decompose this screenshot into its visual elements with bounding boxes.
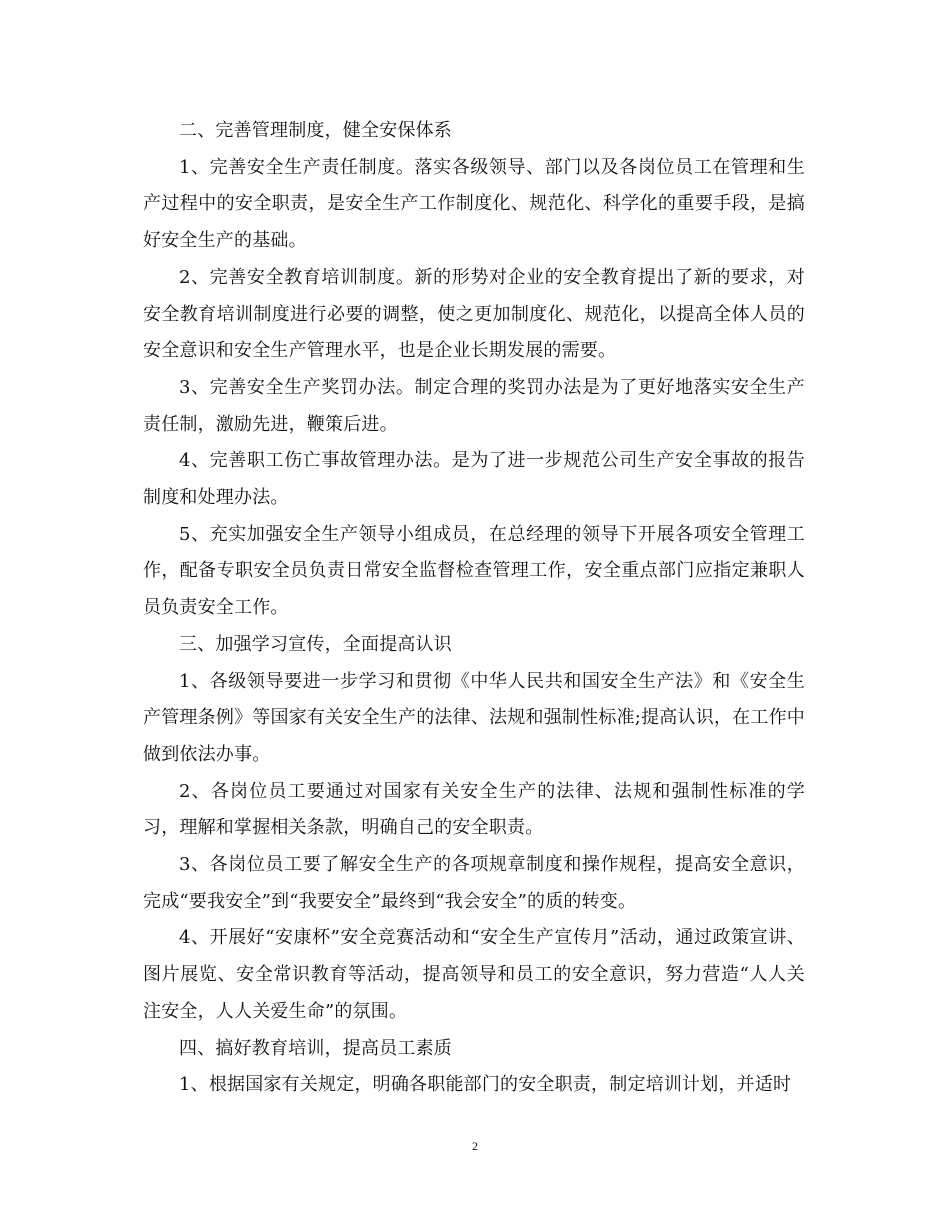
section-heading-four: 四、搞好教育培训，提高员工素质 [179, 1037, 452, 1059]
paragraph-training-system: 2、完善安全教育培训制度。新的形势对企业的安全教育提出了新的要求，对安全教育培训制度进行必要的调整，使之更加制度化、规范化，以提高全体人员的安全意识和安全生产管理水平，也是企业长期发展的需要。 [143, 266, 805, 362]
paragraph-reward-penalty: 3、完善安全生产奖罚办法。制定合理的奖罚办法是为了更好地落实安全生产责任制，激励先进，鞭策后进。 [143, 376, 805, 435]
paragraph-staff-study: 2、各岗位员工要通过对国家有关安全生产的法律、法规和强制性标准的学习，理解和掌握相关条款，明确自己的安全职责。 [143, 780, 805, 839]
paragraph-accident-management: 4、完善职工伤亡事故管理办法。是为了进一步规范公司生产安全事故的报告制度和处理办法。 [143, 450, 805, 509]
paragraph-leadership-group: 5、充实加强安全生产领导小组成员，在总经理的领导下开展各项安全管理工作，配备专职安全员负责日常安全监督检查管理工作，安全重点部门应指定兼职人员负责安全工作。 [143, 523, 805, 619]
paragraph-leaders-study: 1、各级领导要进一步学习和贯彻《中华人民共和国安全生产法》和《安全生产管理条例》等国家有关安全生产的法律、法规和强制性标准;提高认识，在工作中做到依法办事。 [143, 670, 805, 765]
document-body [143, 113, 805, 1104]
paragraph-responsibility-system: 1、完善安全生产责任制度。落实各级领导、部门以及各岗位员工在管理和生产过程中的安全职责，是安全生产工作制度化、规范化、科学化的重要手段，是搞好安全生产的基础。 [143, 156, 805, 252]
paragraph-training-plan: 1、根据国家有关规定，明确各职能部门的安全职责，制定培训计划，并适时 [179, 1074, 792, 1096]
paragraph-campaign-activities: 4、开展好“安康杯”安全竞赛活动和“安全生产宣传月”活动，通过政策宣讲、图片展览、安全常识教育等活动，提高领导和员工的安全意识，努力营造“人人关注安全，人人关爱生命”的氛围。 [143, 927, 805, 1022]
page-number: 2 [472, 1139, 478, 1153]
section-heading-two: 二、完善管理制度，健全安保体系 [179, 120, 452, 141]
paragraph-safety-awareness: 3、各岗位员工要了解安全生产的各项规章制度和操作规程，提高安全意识，完成“要我安全”到“我要安全”最终到“我会安全”的质的转变。 [143, 854, 805, 912]
section-heading-three: 三、加强学习宣传，全面提高认识 [179, 633, 452, 655]
